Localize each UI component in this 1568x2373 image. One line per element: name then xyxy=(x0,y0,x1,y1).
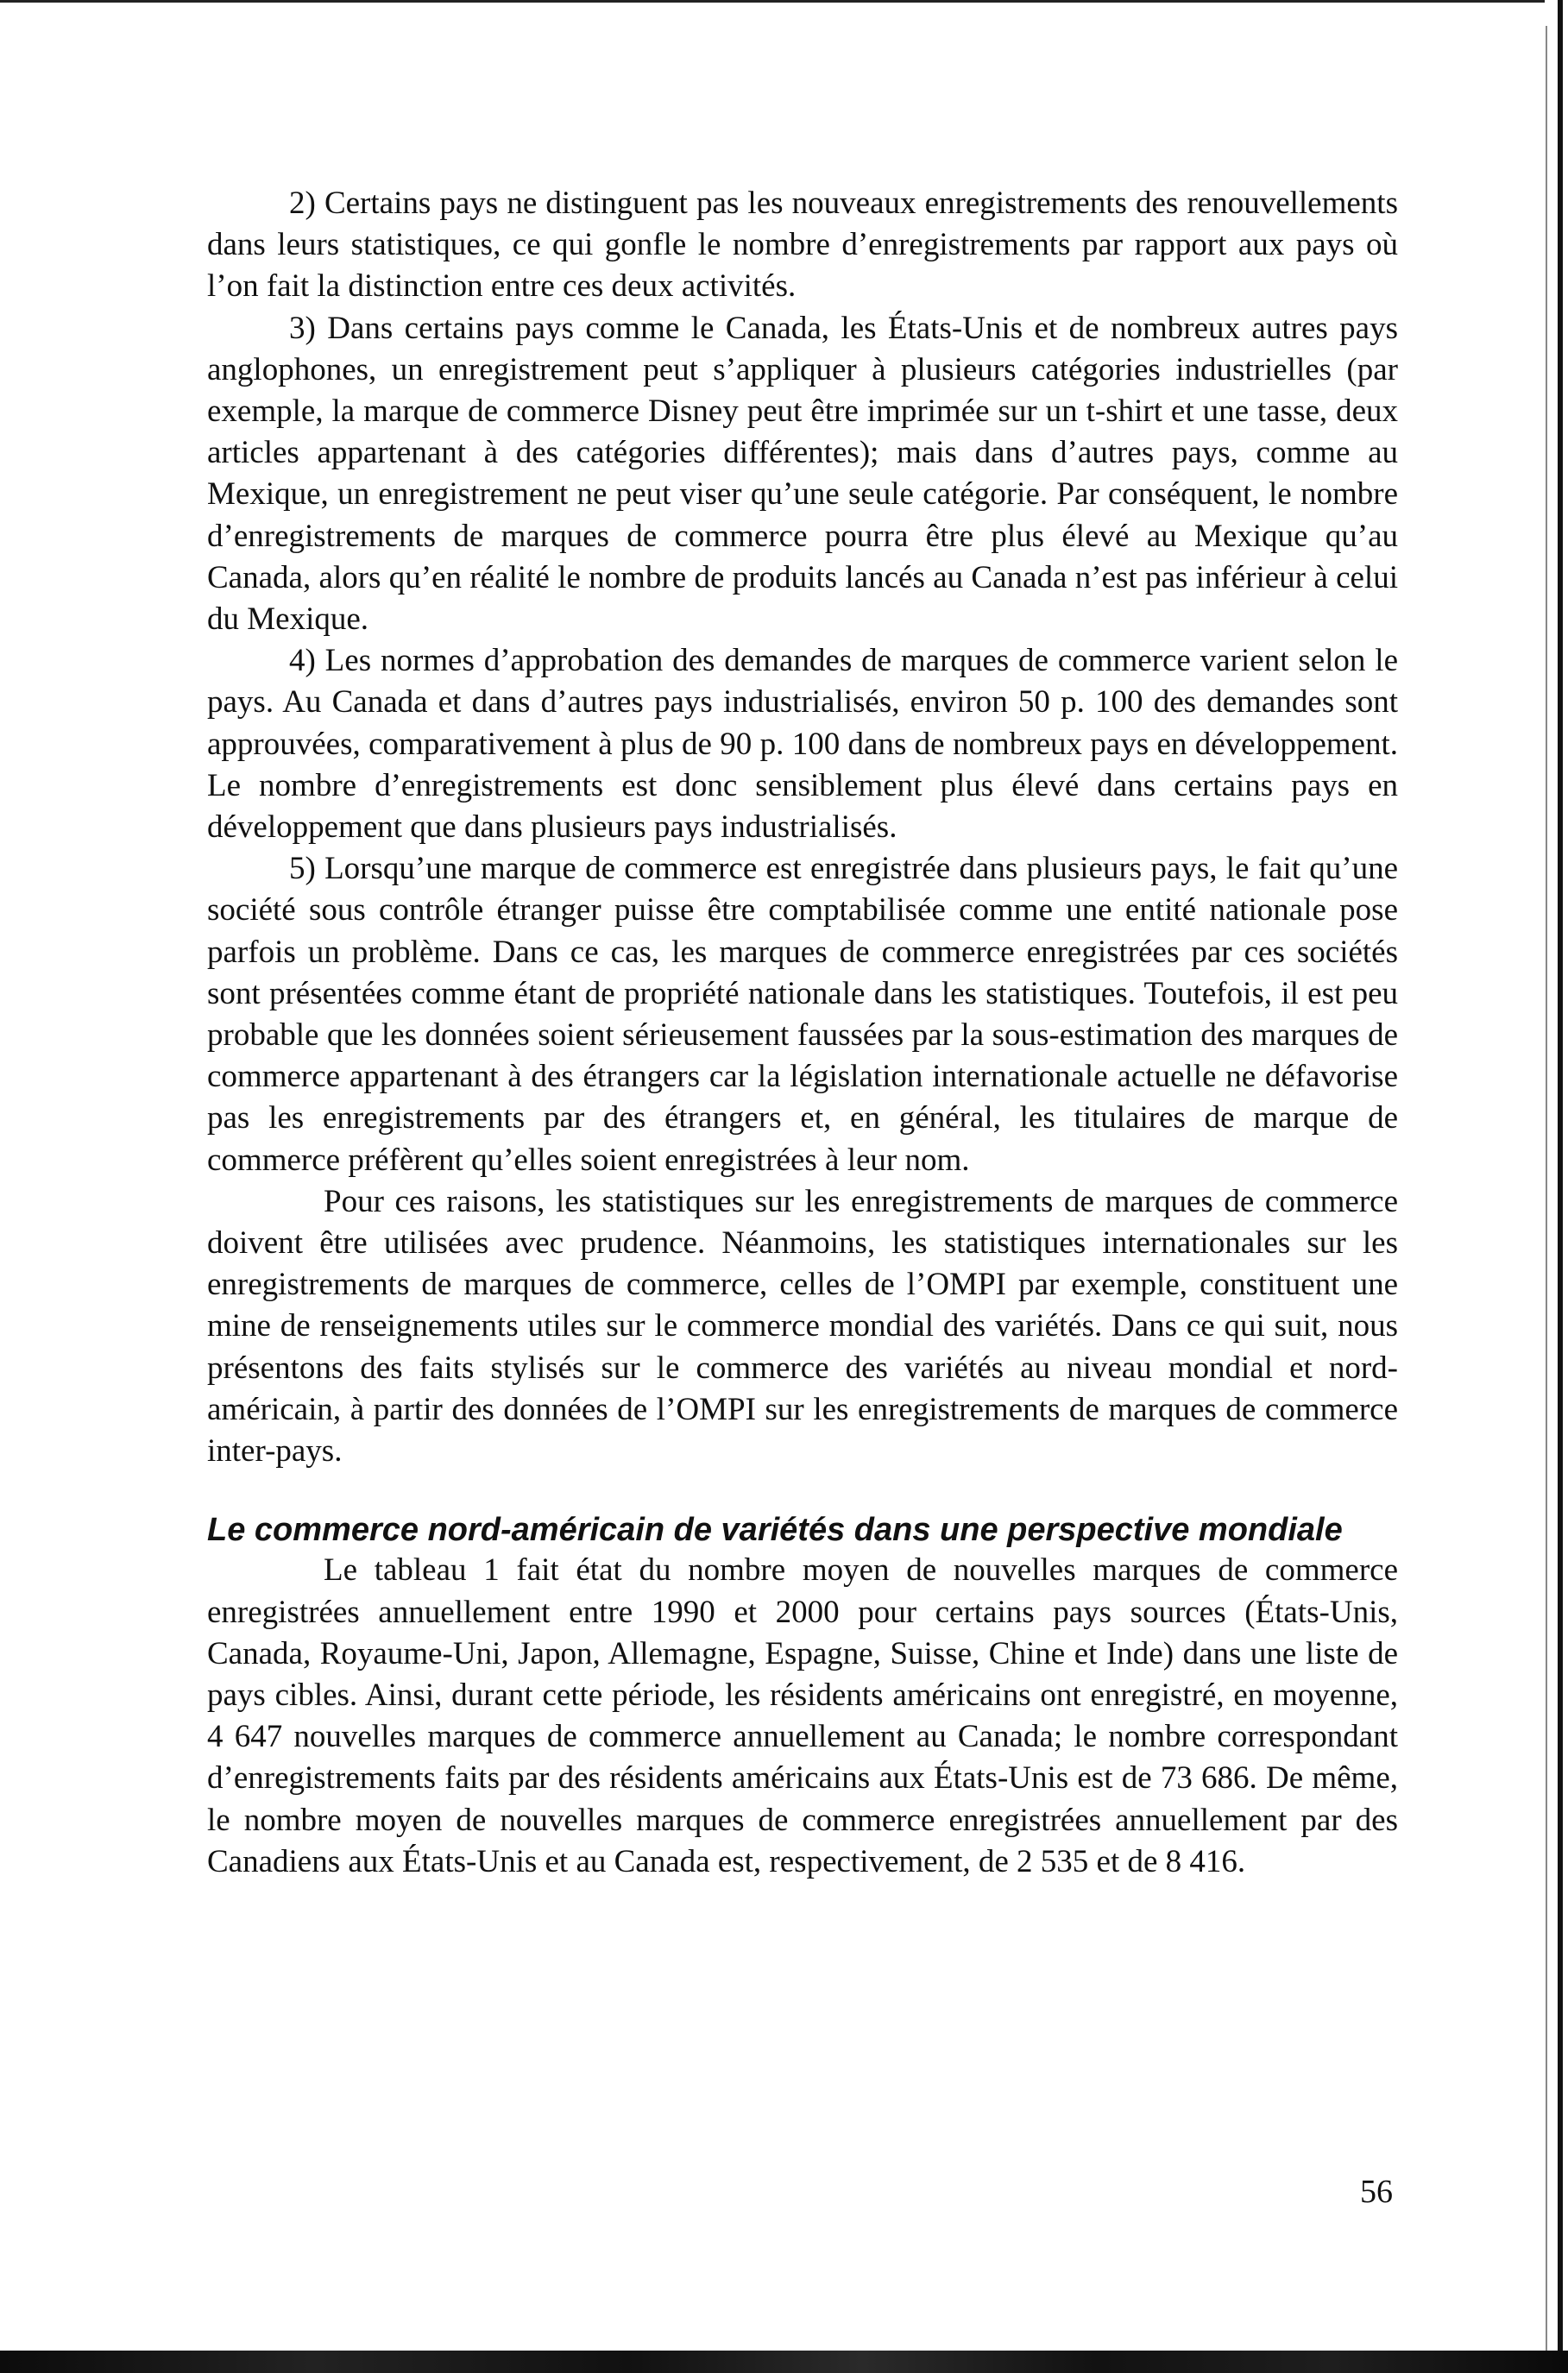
page-number: 56 xyxy=(1360,2174,1393,2210)
right-page-edge xyxy=(1558,0,1563,2364)
paragraph-point-4: 4) Les normes d’approbation des demandes de marques de commerce varient selon le pays. Au Canada et dans d’autres pays industrialisés, environ 50 p. 100 des demandes sont approuvées, comparativement à plus de 90 p. 100 dans de nombreux pays en développement. Le nombre d’enregistrements est donc sensiblement plus élevé dans certains pays en développement que dans plusieurs pays industrialisés. xyxy=(207,643,1398,846)
paragraph-section-intro: Le tableau 1 fait état du nombre moyen de nouvelles marques de commerce enregistrées annuellement entre 1990 et 2000 pour certains pays sources (États-Unis, Canada, Royaume-Uni, Japon, Allemagne, Espagne, Suisse, Chine et Inde) dans une liste de pays cibles. Ainsi, durant cette période, les résidents américains ont enregistré, en moyenne, 4 647 nouvelles marques de commerce annuellement au Canada; le nombre correspondant d’enregistrements faits par des résidents américains aux États-Unis est de 73 686. De même, le nombre moyen de nouvelles marques de commerce enregistrées annuellement par des Canadiens aux États-Unis et au Canada est, respectivement, de 2 535 et de 8 416. xyxy=(207,1552,1398,1879)
section-heading: Le commerce nord-américain de variétés dans une perspective mondiale xyxy=(207,1512,1343,1549)
top-edge-rule xyxy=(0,0,1545,3)
paragraph-point-3: 3) Dans certains pays comme le Canada, les États-Unis et de nombreux autres pays anglophones, un enregistrement peut s’appliquer à plusieurs catégories industrielles (par exemple, la marque de commerce Disney peut être imprimée sur un t-shirt et une tasse, deux articles appartenant à des catégories différentes); mais dans d’autres pays, comme au Mexique, un enregistrement ne peut viser qu’une seule catégorie. Par conséquent, le nombre d’enregistrements de marques de commerce pourra être plus élevé au Mexique qu’au Canada, alors qu’en réalité le nombre de produits lancés au Canada n’est pas inférieur à celui du Mexique. xyxy=(207,310,1398,638)
paragraph-point-5: 5) Lorsqu’une marque de commerce est enregistrée dans plusieurs pays, le fait qu’une société sous contrôle étranger puisse être comptabilisée comme une entité nationale pose parfois un problème. Dans ce cas, les marques de commerce enregistrées par ces sociétés sont présentées comme étant de propriété nationale dans les statistiques. Toutefois, il est peu probable que les données soient sérieusement faussées par la sous-estimation des marques de commerce appartenant à des étrangers car la législation internationale actuelle ne défavorise pas les enregistrements par des étrangers et, en général, les titulaires de marque de commerce préfèrent qu’elles soient enregistrées à leur nom. xyxy=(207,851,1398,1178)
page-body xyxy=(207,183,1398,1883)
paragraph-point-2: 2) Certains pays ne distinguent pas les nouveaux enregistrements des renouvellements dans leurs statistiques, ce qui gonfle le nombre d’enregistrements par rapport aux pays où l’on fait la distinction entre ces deux activités. xyxy=(207,186,1398,305)
paragraph-conclusion: Pour ces raisons, les statistiques sur les enregistrements de marques de commerce doivent être utilisées avec prudence. Néanmoins, les statistiques internationales sur les enregistrements de marques de commerce, celles de l’OMPI par exemple, constituent une mine de renseignements utiles sur le commerce mondial des variétés. Dans ce qui suit, nous présentons des faits stylisés sur le commerce des variétés au niveau mondial et nord-américain, à partir des données de l’OMPI sur les enregistrements de marques de commerce inter-pays. xyxy=(207,1183,1398,1470)
bottom-scan-edge xyxy=(0,2351,1568,2373)
right-page-edge-shadow xyxy=(1546,26,1547,2356)
